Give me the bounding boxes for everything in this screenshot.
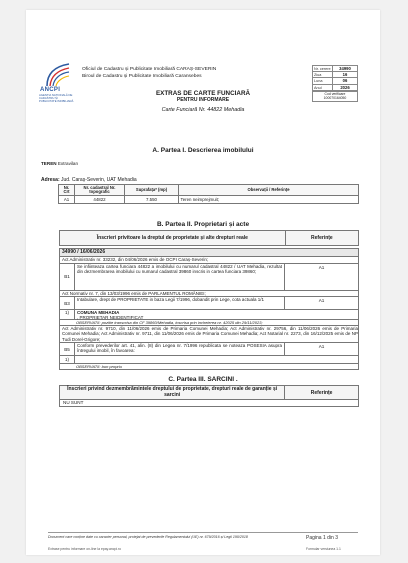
footer-bottom-right: Formular versiunea 1.1 <box>306 547 341 551</box>
office-line-1: Oficiul de Cadastru și Publicitate Imobiliară CARAȘ-SEVERIN <box>82 67 217 72</box>
part-b-header <box>59 230 359 246</box>
footer-note: Document care conține date cu caracter personal, protejat de prevederile Regulamentului (UE) nr. 679/2016 și Legii 190/2018 <box>48 535 248 539</box>
footer-bottom-left: Extrase pentru informare on-line la epay.ancpi.ro <box>48 547 122 551</box>
req-label-anul: Anul <box>312 84 333 90</box>
owner-1-note: , PROPRIETAR NEIDENTIFICAT <box>77 315 144 321</box>
footer-divider <box>48 532 358 533</box>
entry-b5-ref: A1 <box>318 344 325 350</box>
page-number: Pagina 1 din 3 <box>306 535 338 541</box>
req-value-nr: 34990 <box>333 65 358 71</box>
cell-sup: 7.550 <box>125 196 179 204</box>
col-suprafata: Suprafața* (mp) <box>125 185 179 196</box>
owner-2-name <box>75 356 77 363</box>
entry-b5-label: B5 <box>60 343 75 355</box>
entry-b1 <box>59 264 359 291</box>
cell-obs: Teren neimprejmuit; <box>179 196 359 204</box>
entry-b1-text: Se infiinteaza cartea funciara 44822 a imobilului cu numarul cadastral 44822 / UAT Mehadia, rezultat din dezmembrarea imobilului cu numarul cadastral 39860 inscris in cartea funciara 39860; <box>75 264 285 290</box>
req-value-anul: 2026 <box>333 84 358 90</box>
code-label: Cod verificare <box>324 91 346 96</box>
req-label-nr: Nr. cerere <box>312 65 333 71</box>
part-a-heading: A. Partea I. Descrierea imobilului <box>152 147 254 154</box>
adresa-value: Jud. Caraș-Severin, UAT Mehadia <box>61 177 137 183</box>
act-line-3: Act Administrativ nr. 9710, din 11/06/2026 emis de Primaria Comunei Mehadia; Act Administrativ nr. 29756, din 11/06/2026 emis de Primaria Comunei Mehadia; Act Administrativ nr. 9711, din 11/06/2026 emis de Primaria Comunei Mehadia; Act Notarial nr. 2273, din 16/12/2025 emis de NP Tudi Dorel-Grigore; <box>59 326 359 343</box>
table-row <box>59 196 359 204</box>
req-label-luna: Luna <box>312 77 333 83</box>
teren-value: Extravilan <box>57 161 79 166</box>
adresa-line <box>41 177 137 183</box>
req-value-luna: 06 <box>333 77 358 83</box>
doc-title: EXTRAS DE CARTE FUNCIARĂ <box>155 90 251 97</box>
part-c-col-ref: Referințe <box>285 385 359 400</box>
act-line-1: Act Administrativ nr. 33232, din 04/06/2026 emis de OCPI Caraș-Severin; <box>59 257 359 264</box>
part-b-col-ref: Referințe <box>286 230 359 246</box>
owner-1-name: COMUNA MEHADIA <box>77 310 120 316</box>
observation-1: OBSERVATII: pozitie transcrisa din CF 39860/Mehadia, inscrisa prin incheierea nr. 42025 din 29/11/2023; <box>59 320 359 326</box>
entry-b3-ref: A1 <box>318 298 325 304</box>
observation-2: OBSERVATII: bun propriu <box>59 364 359 370</box>
office-line-2: Biroul de Cadastru și Publicitate Imobiliară Caransebes <box>82 74 202 79</box>
cell-crt: A1 <box>59 196 75 204</box>
part-b-col-main: Înscrieri privitoare la dreptul de proprietate și alte drepturi reale <box>59 230 286 246</box>
col-observatii: Observații / Referințe <box>179 185 359 196</box>
cf-number: Carte Funciară Nr. 44822 Mehadia <box>161 107 245 113</box>
teren-label: TEREN <box>41 161 57 166</box>
entry-b5-text: Conform prevederilor art. 41, alin. (8) din Legea nr. 7/1996 republicata se noteaza POSESIA asupra întregului imobil, în favoarea: <box>75 343 285 355</box>
part-b-heading: B. Partea II. Proprietari și acte <box>156 221 250 228</box>
cell-cad: 44822 <box>75 196 125 204</box>
teren-line <box>41 161 78 167</box>
adresa-label: Adresa: <box>41 177 60 183</box>
owner-row-2 <box>59 356 359 364</box>
office-header <box>82 66 216 80</box>
req-value-ziua: 16 <box>333 71 358 77</box>
logo-text: ANCPI <box>40 87 61 93</box>
entry-b1-ref: A1 <box>318 264 325 270</box>
col-nr-cadastral: Nr. cadastral Nr. topografic <box>75 185 125 196</box>
part-c-heading: C. Partea III. SARCINI . <box>168 376 238 383</box>
owner-1-num: 1) <box>60 310 75 319</box>
part-c-col-main: Înscrieri privind dezmembrămintele dreptului de proprietate, drepturi reale de garanție și sarcini <box>59 385 285 400</box>
entry-b3-text: Intabulare, drept de PROPRIETATE in baza Legii 7/1996, dobandit prin Lege, cota actuala 1/1 <box>75 297 285 309</box>
cerere-band: 34990 / 16/06/2026 <box>59 248 359 257</box>
property-table-header <box>59 185 359 196</box>
entry-b3-label: B3 <box>60 297 75 309</box>
part-c-header <box>59 385 359 400</box>
col-nr-crt: Nr. Crt <box>59 185 75 196</box>
entry-b1-label: B1 <box>60 264 75 290</box>
property-table <box>58 184 359 204</box>
sarcini-none: NU SUNT <box>59 400 359 407</box>
owner-2-num: 1) <box>60 356 75 363</box>
document-page <box>26 10 380 555</box>
req-label-ziua: Ziua <box>312 71 333 77</box>
code-value: 100070164050 <box>323 96 347 101</box>
owner-row-1 <box>59 310 359 320</box>
entry-b5 <box>59 343 359 356</box>
act-line-2: Act Normativ nr. 7, din 13/03/1996 emis de PARLAMENTUL ROMÂNIEI; <box>59 291 359 298</box>
entry-b3 <box>59 297 359 310</box>
owner-1-cell <box>75 310 143 319</box>
logo-subtitle: AGENȚIA NAȚIONALĂ DE CADASTRU ȘI PUBLICITATE IMOBILIARĂ <box>39 93 74 103</box>
part-b-body <box>59 248 359 370</box>
doc-subtitle: PENTRU INFORMARE <box>176 97 230 103</box>
